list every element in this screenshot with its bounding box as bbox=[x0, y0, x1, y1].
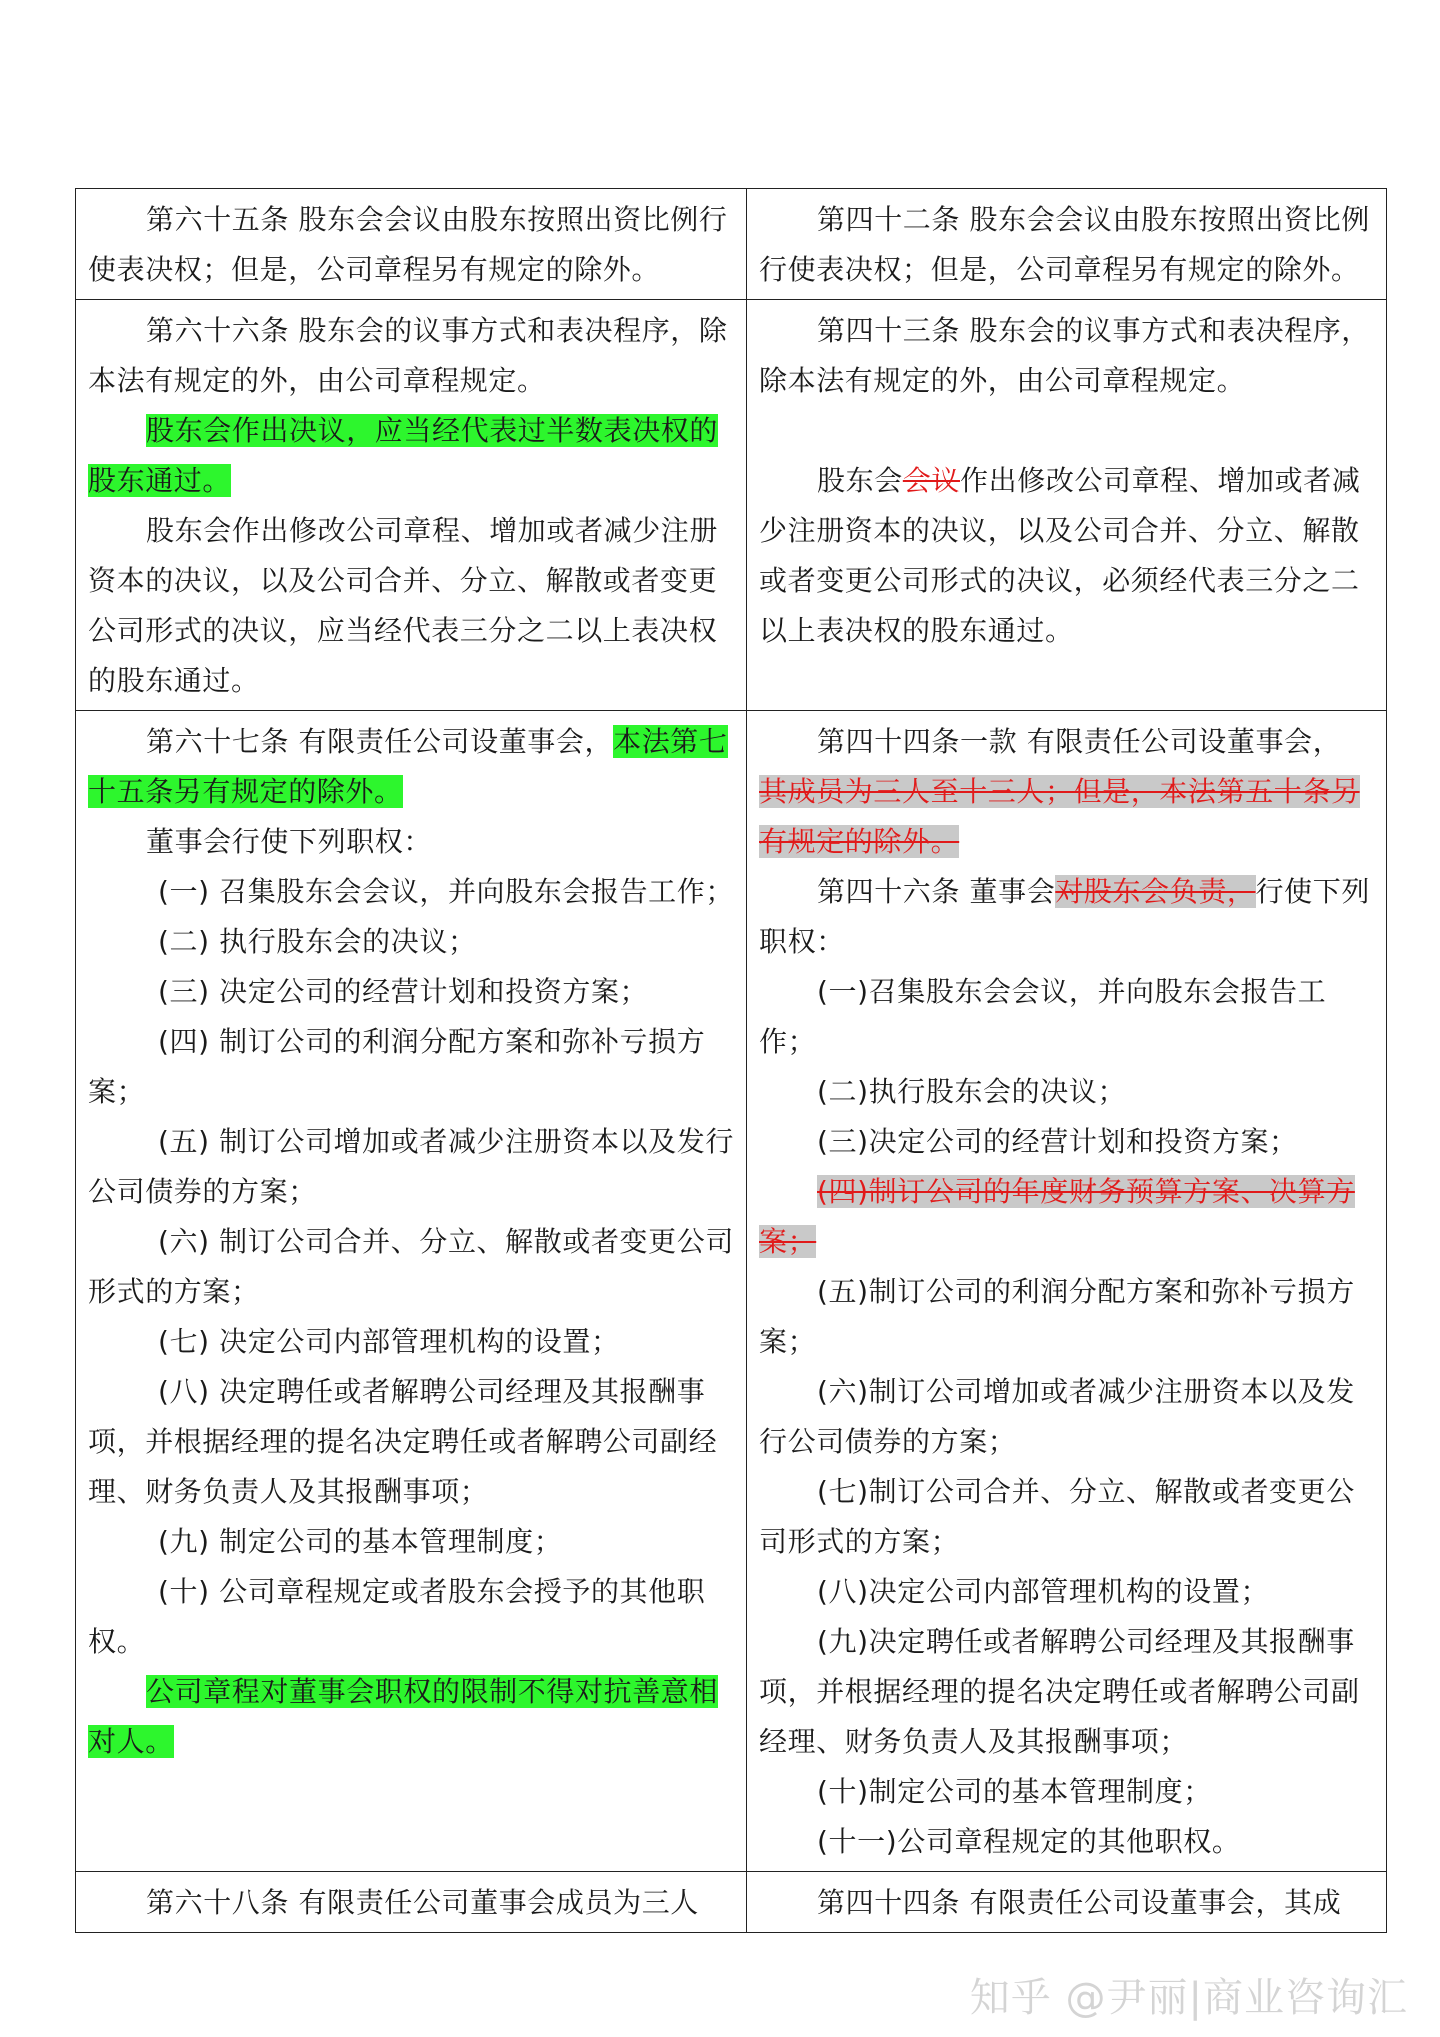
list-item: (一)召集股东会会议，并向股东会报告工作； bbox=[759, 975, 1327, 1058]
list-item: (五)制订公司的利润分配方案和弥补亏损方案； bbox=[759, 1275, 1355, 1358]
article-text: 董事会行使下列职权： bbox=[146, 825, 433, 858]
added-paragraph bbox=[88, 406, 734, 506]
deleted-text: (四)制订公司的年度财务预算方案、决算方案； bbox=[759, 1175, 1355, 1258]
highlight-added-text: 本法第七十五条另有规定的除外。 bbox=[88, 725, 728, 808]
deleted-text: 对股东会负责， bbox=[1055, 875, 1256, 908]
highlight-added-text: 公司章程对董事会职权的限制不得对抗善意相对人。 bbox=[88, 1675, 719, 1758]
text-run: 股东会 bbox=[817, 464, 903, 497]
list-item: (十) 公司章程规定或者股东会授予的其他职权。 bbox=[88, 1575, 706, 1658]
list-item: (一) 召集股东会会议，并向股东会报告工作； bbox=[158, 875, 734, 908]
list-item: (七)制订公司合并、分立、解散或者变更公司形式的方案； bbox=[759, 1475, 1355, 1558]
article-text bbox=[759, 867, 1374, 967]
comparison-table bbox=[75, 188, 1387, 1933]
list-item bbox=[759, 1167, 1374, 1267]
text-run: 第六十七条 有限责任公司设董事会， bbox=[146, 725, 614, 758]
old-law-cell bbox=[747, 711, 1387, 1872]
list-item: (三)决定公司的经营计划和投资方案； bbox=[817, 1125, 1298, 1158]
list-item: (四) 制订公司的利润分配方案和弥补亏损方案； bbox=[88, 1025, 706, 1108]
new-law-cell bbox=[76, 189, 747, 300]
article-text: 第四十二条 股东会会议由股东按照出资比例行使表决权；但是，公司章程另有规定的除外。 bbox=[759, 203, 1370, 286]
article-text: 第四十三条 股东会的议事方式和表决程序，除本法有规定的外，由公司章程规定。 bbox=[759, 314, 1370, 397]
list-item: (八) 决定聘任或者解聘公司经理及其报酬事项，并根据经理的提名决定聘任或者解聘公司副经理、财务负责人及其报酬事项； bbox=[88, 1375, 718, 1508]
list-item: (九) 制定公司的基本管理制度； bbox=[158, 1525, 563, 1558]
table-row bbox=[76, 711, 1387, 1872]
text-run: 第四十六条 董事会 bbox=[817, 875, 1056, 908]
deleted-text: 其成员为三人至十三人；但是，本法第五十条另有规定的除外。 bbox=[759, 775, 1360, 858]
table-row bbox=[76, 189, 1387, 300]
text-run: 作出修改公司章程、增加或者减少注册资本的决议，以及公司合并、分立、解散或者变更公司形式的决议，必须经代表三分之二以上表决权的股东通过。 bbox=[759, 464, 1361, 647]
list-item: (七) 决定公司内部管理机构的设置； bbox=[158, 1325, 620, 1358]
article-text: 股东会作出修改公司章程、增加或者减少注册资本的决议，以及公司合并、分立、解散或者变更公司形式的决议，应当经代表三分之二以上表决权的股东通过。 bbox=[88, 514, 719, 697]
list-item: (三) 决定公司的经营计划和投资方案； bbox=[158, 975, 649, 1008]
text-run: 行使下列职权： bbox=[759, 875, 1370, 958]
new-law-cell bbox=[76, 1872, 747, 1933]
added-paragraph bbox=[88, 1667, 734, 1767]
new-law-cell bbox=[76, 711, 747, 1872]
table-row bbox=[76, 1872, 1387, 1933]
old-law-cell bbox=[747, 1872, 1387, 1933]
article-text: 第四十四条 有限责任公司设董事会，其成 bbox=[817, 1886, 1342, 1919]
article-text: 第四十四条一款 有限责任公司设董事会， bbox=[817, 725, 1342, 758]
old-law-cell bbox=[747, 189, 1387, 300]
list-item: (十)制定公司的基本管理制度； bbox=[817, 1775, 1212, 1808]
article-text: 第六十五条 股东会会议由股东按照出资比例行使表决权；但是，公司章程另有规定的除外。 bbox=[88, 203, 728, 286]
list-item: (八)决定公司内部管理机构的设置； bbox=[817, 1575, 1270, 1608]
watermark: 知乎 @尹丽|商业咨询汇 bbox=[969, 1975, 1408, 2021]
spacer bbox=[759, 406, 1374, 456]
list-item: (二)执行股东会的决议； bbox=[817, 1075, 1127, 1108]
list-item: (五) 制订公司增加或者减少注册资本以及发行公司债券的方案； bbox=[88, 1125, 734, 1208]
article-text bbox=[759, 767, 1374, 867]
old-law-cell bbox=[747, 300, 1387, 711]
deleted-text: 会议 bbox=[902, 464, 961, 497]
table-row bbox=[76, 300, 1387, 711]
list-item: (九)决定聘任或者解聘公司经理及其报酬事项，并根据经理的提名决定聘任或者解聘公司副经理、财务负责人及其报酬事项； bbox=[759, 1625, 1360, 1758]
list-item: (六) 制订公司合并、分立、解散或者变更公司形式的方案； bbox=[88, 1225, 734, 1308]
highlight-added-text: 股东会作出决议，应当经代表过半数表决权的股东通过。 bbox=[88, 414, 719, 497]
list-item: (六)制订公司增加或者减少注册资本以及发行公司债券的方案； bbox=[759, 1375, 1355, 1458]
article-text bbox=[759, 456, 1374, 656]
article-text bbox=[88, 717, 734, 817]
list-item: (二) 执行股东会的决议； bbox=[158, 925, 477, 958]
article-text: 第六十八条 有限责任公司董事会成员为三人 bbox=[146, 1886, 699, 1919]
article-text: 第六十六条 股东会的议事方式和表决程序，除本法有规定的外，由公司章程规定。 bbox=[88, 314, 728, 397]
list-item: (十一)公司章程规定的其他职权。 bbox=[817, 1825, 1241, 1858]
new-law-cell bbox=[76, 300, 747, 711]
